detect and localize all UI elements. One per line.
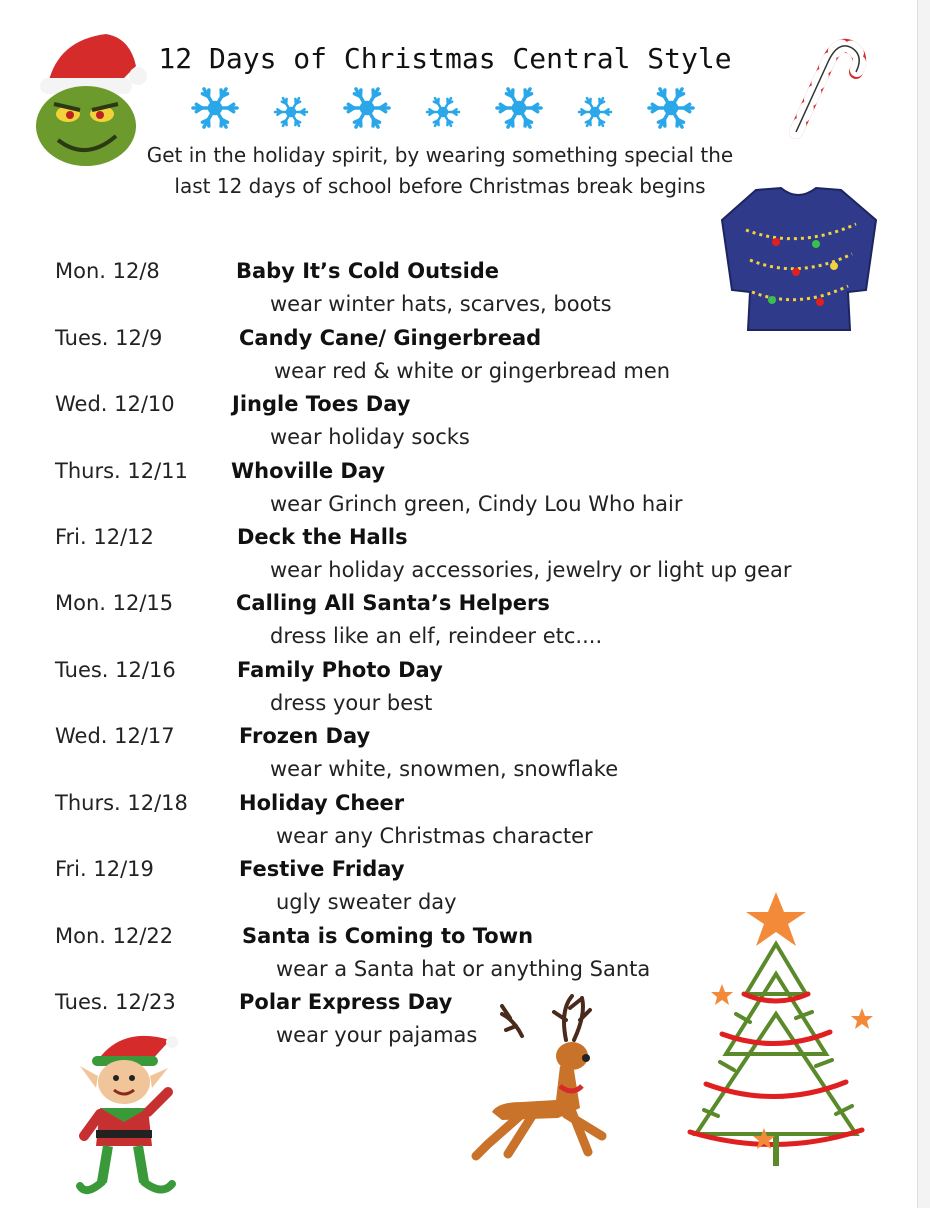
reindeer-icon bbox=[462, 990, 622, 1175]
day-theme: Candy Cane/ Gingerbread bbox=[239, 326, 542, 350]
day-theme: Santa is Coming to Town bbox=[242, 924, 534, 948]
intro-line-2: last 12 days of school before Christmas break begins bbox=[174, 174, 706, 198]
snowflake-icon bbox=[275, 98, 307, 126]
list-item bbox=[0, 392, 900, 458]
day-date: Wed. 12/17 bbox=[55, 724, 175, 748]
list-item bbox=[0, 791, 900, 857]
day-description: wear holiday socks bbox=[270, 425, 470, 449]
candy-cane-icon bbox=[780, 28, 870, 140]
page-title: 12 Days of Christmas Central Style bbox=[158, 42, 732, 75]
day-theme: Whoville Day bbox=[231, 459, 386, 483]
list-item bbox=[0, 658, 900, 724]
day-date: Fri. 12/12 bbox=[55, 525, 154, 549]
snowflake-icon bbox=[345, 89, 389, 127]
day-theme: Festive Friday bbox=[239, 857, 405, 881]
list-item bbox=[0, 326, 900, 392]
day-date: Mon. 12/22 bbox=[55, 924, 174, 948]
intro-line-1: Get in the holiday spirit, by wearing something special the bbox=[146, 143, 734, 167]
day-date: Tues. 12/16 bbox=[55, 658, 176, 682]
day-theme: Family Photo Day bbox=[237, 658, 443, 682]
list-item bbox=[0, 459, 900, 525]
christmas-tree-icon bbox=[676, 884, 916, 1184]
day-theme: Baby It’s Cold Outside bbox=[236, 259, 500, 283]
snowflake-icon bbox=[497, 89, 541, 127]
snowflake-icon bbox=[579, 98, 611, 126]
day-description: wear any Christmas character bbox=[276, 824, 593, 848]
day-date: Tues. 12/9 bbox=[55, 326, 163, 350]
day-theme: Frozen Day bbox=[239, 724, 371, 748]
day-theme: Deck the Halls bbox=[237, 525, 408, 549]
day-description: wear red & white or gingerbread men bbox=[274, 359, 671, 383]
day-description: wear a Santa hat or anything Santa bbox=[276, 957, 651, 981]
day-description: wear holiday accessories, jewelry or light up gear bbox=[270, 558, 792, 582]
list-item bbox=[0, 525, 900, 591]
day-description: wear your pajamas bbox=[276, 1023, 478, 1047]
day-theme: Polar Express Day bbox=[239, 990, 453, 1014]
snowflake-icon bbox=[649, 89, 693, 127]
day-date: Mon. 12/8 bbox=[55, 259, 160, 283]
snowflake-icon bbox=[427, 98, 459, 126]
snowflake-row bbox=[185, 82, 705, 140]
day-description: dress like an elf, reindeer etc.... bbox=[270, 624, 603, 648]
day-description: wear white, snowmen, snowflake bbox=[270, 757, 619, 781]
list-item bbox=[0, 591, 900, 657]
day-description: dress your best bbox=[270, 691, 433, 715]
list-item bbox=[0, 724, 900, 790]
list-item bbox=[0, 259, 900, 325]
day-date: Tues. 12/23 bbox=[55, 990, 176, 1014]
elf-icon bbox=[72, 1026, 192, 1202]
day-date: Mon. 12/15 bbox=[55, 591, 174, 615]
day-description: ugly sweater day bbox=[276, 890, 457, 914]
day-date: Wed. 12/10 bbox=[55, 392, 175, 416]
page-edge bbox=[917, 0, 930, 1208]
day-description: wear winter hats, scarves, boots bbox=[270, 292, 612, 316]
day-theme: Calling All Santa’s Helpers bbox=[236, 591, 550, 615]
day-theme: Holiday Cheer bbox=[239, 791, 405, 815]
day-date: Fri. 12/19 bbox=[55, 857, 154, 881]
day-date: Thurs. 12/11 bbox=[55, 459, 188, 483]
day-date: Thurs. 12/18 bbox=[55, 791, 188, 815]
day-theme: Jingle Toes Day bbox=[232, 392, 411, 416]
intro-text bbox=[90, 140, 790, 202]
snowflake-icon bbox=[193, 89, 237, 127]
day-description: wear Grinch green, Cindy Lou Who hair bbox=[270, 492, 683, 516]
